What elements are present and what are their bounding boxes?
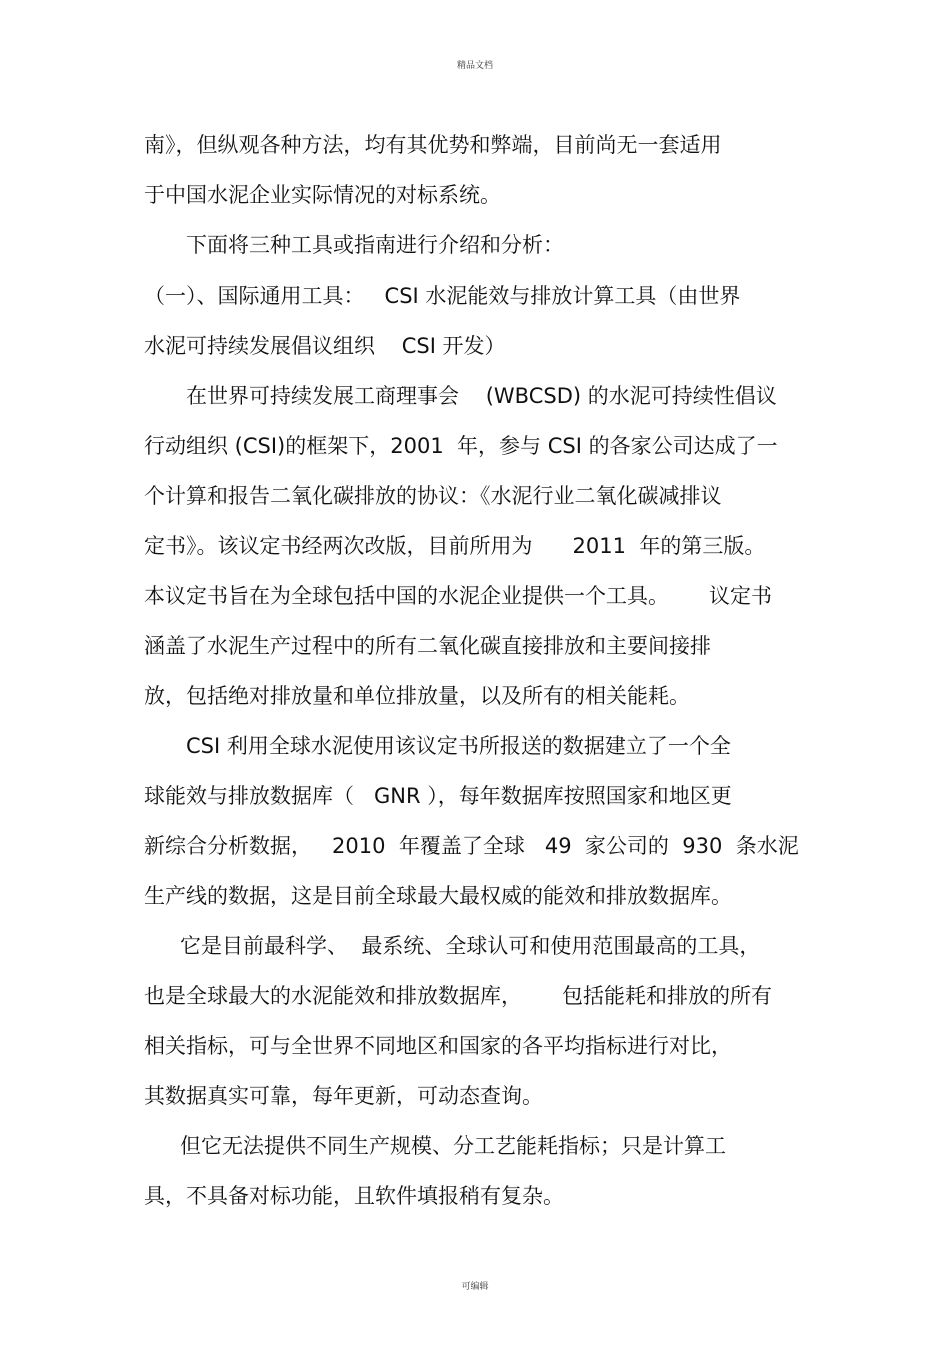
text-line: 定书》。该议定书经两次改版，目前所用为 2011 年的第三版。 <box>144 534 766 558</box>
text-line: 行动组织 (CSI)的框架下，2001 年，参与 CSI 的各家公司达成了一 <box>144 434 778 458</box>
text-line: 于中国水泥企业实际情况的对标系统。 <box>144 183 501 207</box>
text-line: 它是目前最科学、 最系统、全球认可和使用范围最高的工具， <box>180 934 761 958</box>
text-line: 其数据真实可靠，每年更新，可动态查询。 <box>144 1084 543 1108</box>
text-line: 相关指标，可与全世界不同地区和国家的各平均指标进行对比， <box>144 1034 732 1058</box>
text-line: 新综合分析数据， 2010 年覆盖了全球 49 家公司的 930 条水泥 <box>144 834 799 858</box>
text-line: 下面将三种工具或指南进行介绍和分析： <box>186 233 564 257</box>
page-footer-mark: 可编辑 <box>461 1282 489 1292</box>
text-line: 也是全球最大的水泥能效和排放数据库， 包括能耗和排放的所有 <box>144 984 773 1008</box>
text-line: 放，包括绝对排放量和单位排放量，以及所有的相关能耗。 <box>144 684 690 708</box>
text-line: 在世界可持续发展工商理事会 (WBCSD) 的水泥可持续性倡议 <box>186 384 777 408</box>
text-line: CSI 利用全球水泥使用该议定书所报送的数据建立了一个全 <box>186 734 731 758</box>
text-line: 球能效与排放数据库（ GNR ），每年数据库按照国家和地区更 <box>144 784 732 808</box>
text-line: 个计算和报告二氧化碳排放的协议：《水泥行业二氧化碳减排议 <box>144 484 722 508</box>
text-line: （一）、国际通用工具： CSI 水泥能效与排放计算工具（由世界 <box>144 284 741 308</box>
page-header-mark: 精品文档 <box>456 61 493 71</box>
text-line: 南》，但纵观各种方法，均有其优势和弊端，目前尚无一套适用 <box>144 133 722 157</box>
text-line: 但它无法提供不同生产规模、分工艺能耗指标；只是计算工 <box>180 1134 726 1158</box>
text-line: 具，不具备对标功能，且软件填报稍有复杂。 <box>144 1184 564 1208</box>
text-line: 涵盖了水泥生产过程中的所有二氧化碳直接排放和主要间接排 <box>144 634 711 658</box>
text-line: 生产线的数据，这是目前全球最大最权威的能效和排放数据库。 <box>144 884 732 908</box>
text-line: 本议定书旨在为全球包括中国的水泥企业提供一个工具。 议定书 <box>144 584 773 608</box>
text-line: 水泥可持续发展倡议组织 CSI 开发） <box>144 334 506 358</box>
